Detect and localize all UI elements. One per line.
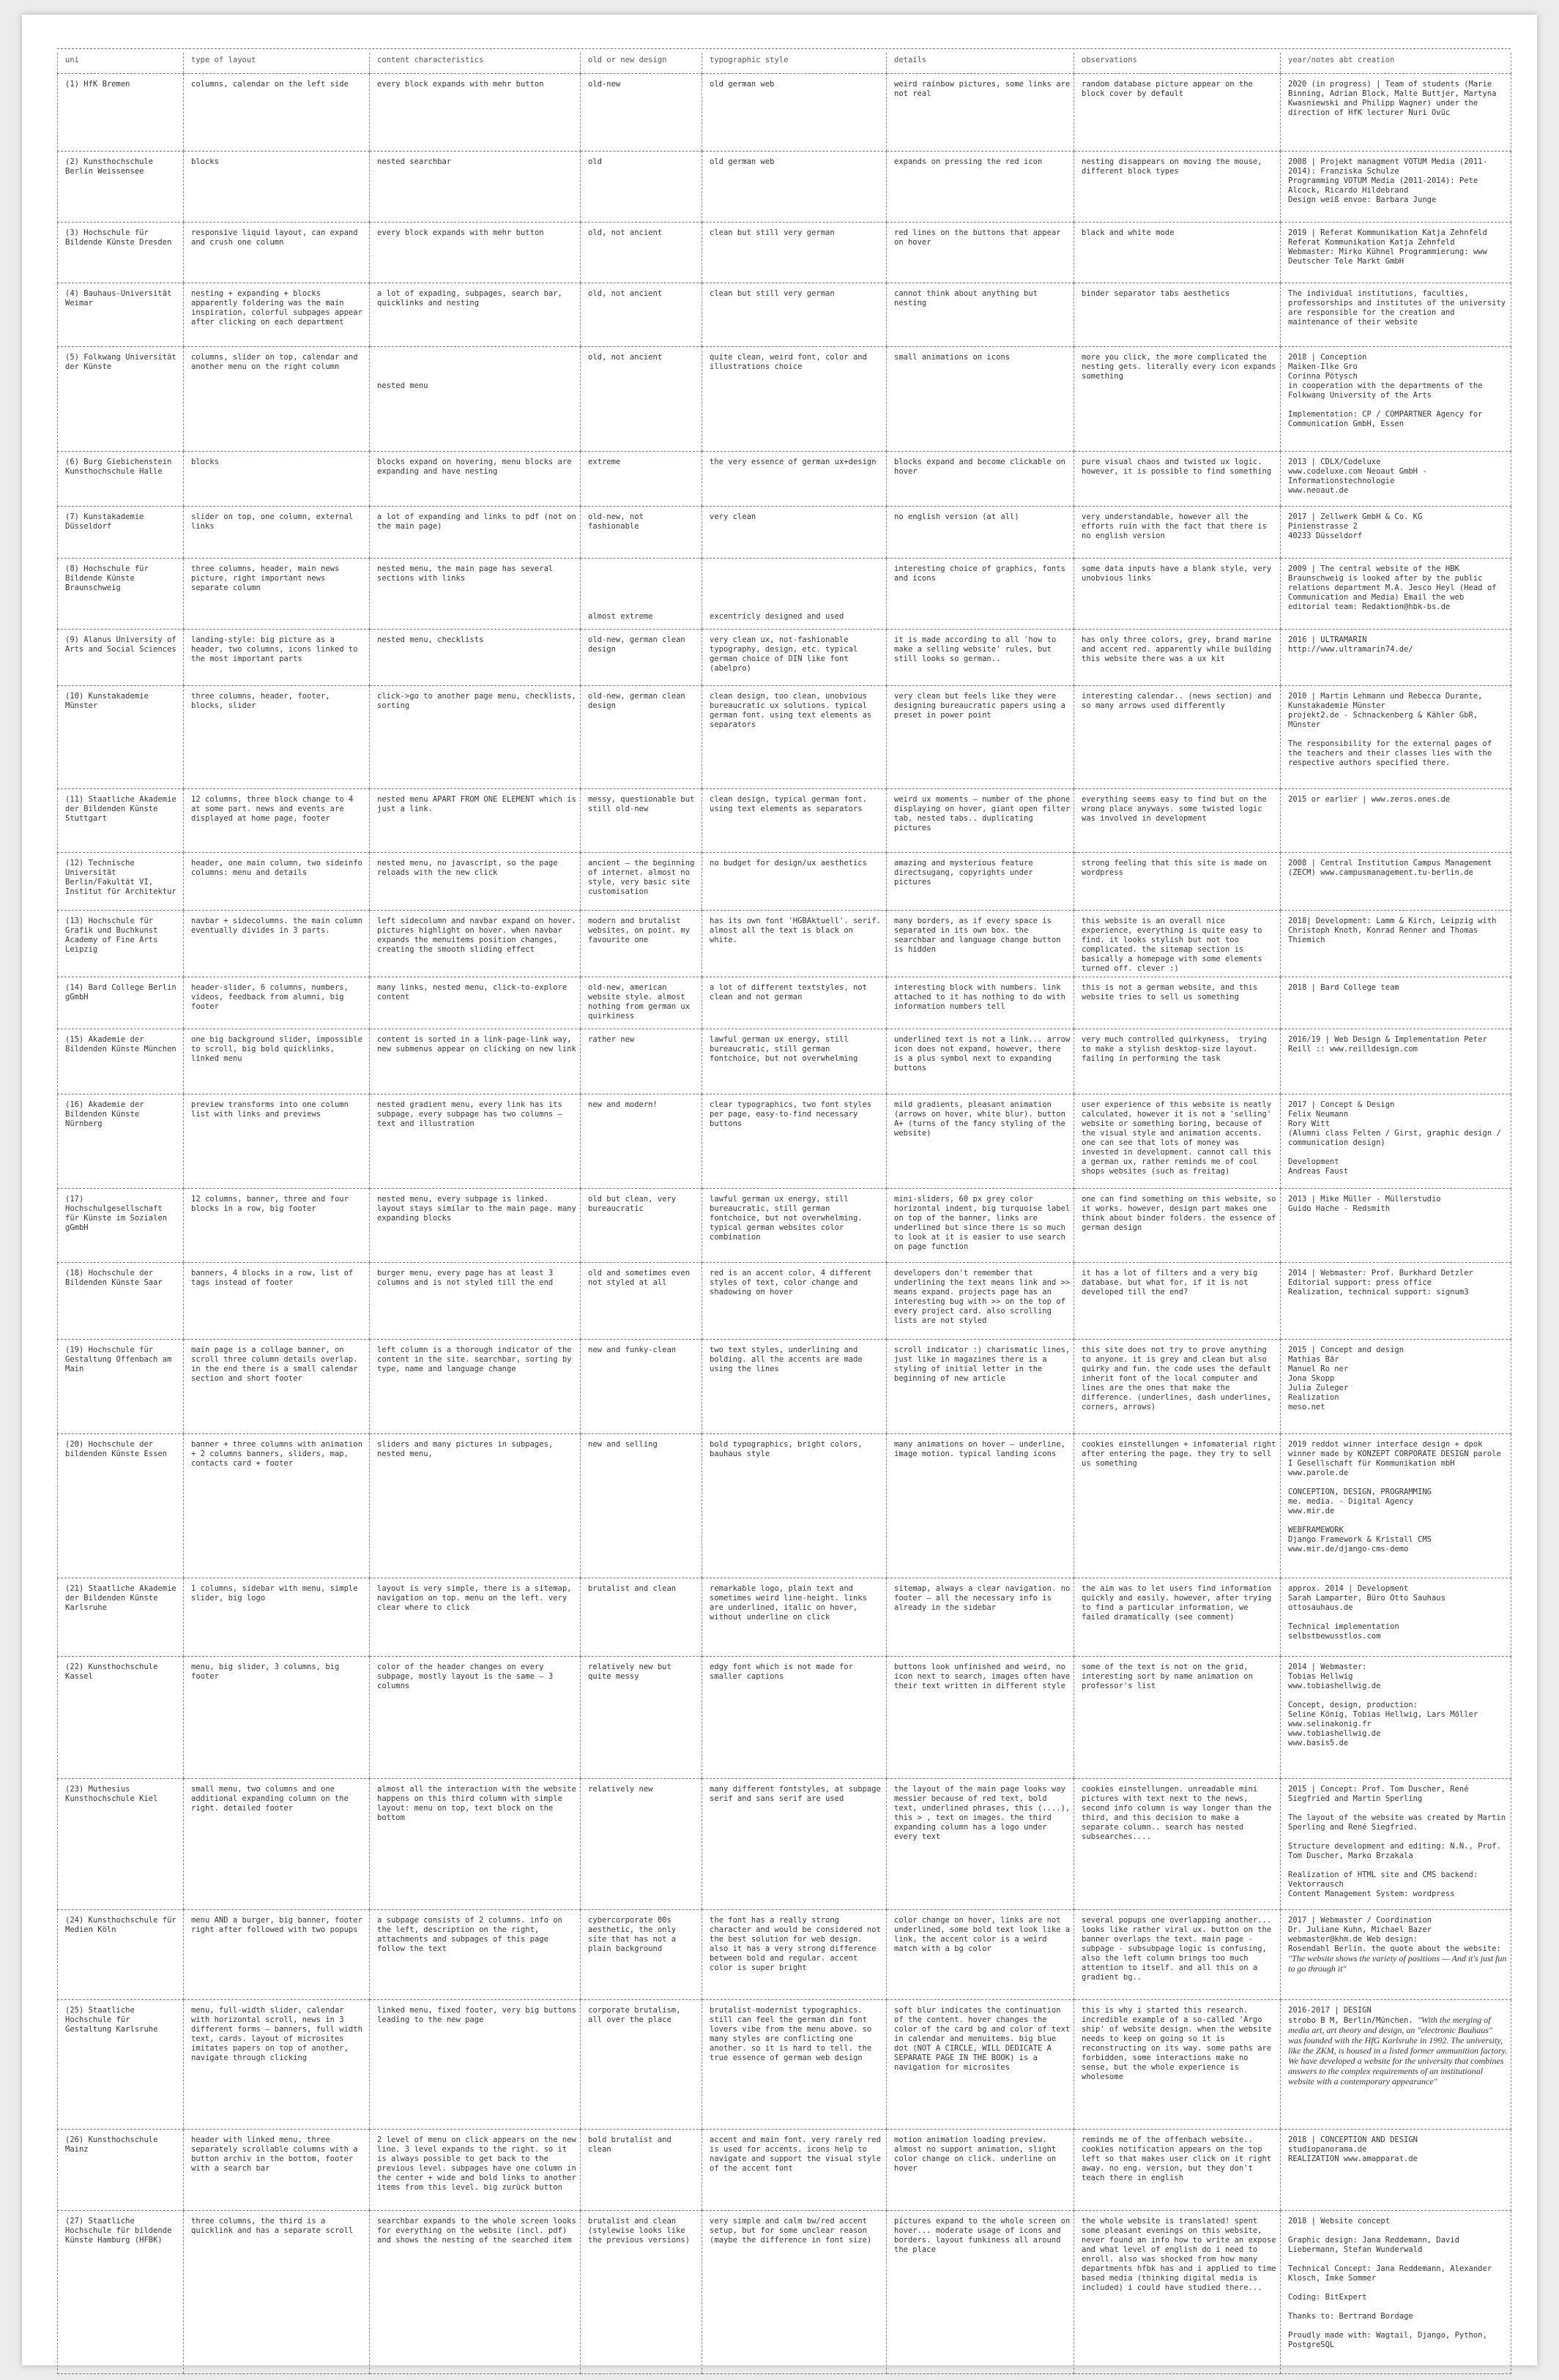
table-cell: (22) Kunsthochschule Kassel bbox=[58, 1657, 184, 1779]
table-cell: menu, big slider, 3 columns, big footer bbox=[184, 1657, 370, 1779]
table-cell: many links, nested menu, click-to-explore content bbox=[370, 977, 581, 1029]
table-cell: 2013 | Mike Müller - Müllerstudio Guido Hache - Redsmith bbox=[1281, 1189, 1511, 1263]
table-body bbox=[58, 74, 1511, 2374]
table-cell: color of the header changes on every subpage, mostly layout is the same — 3 columns bbox=[370, 1657, 581, 1779]
table-cell: clean but still very german bbox=[702, 223, 887, 283]
table-row bbox=[58, 283, 1511, 347]
table-cell: brutalist and clean bbox=[581, 1578, 702, 1657]
table-cell: 2008 | Central Institution Campus Management (ZECM) www.campusmanagement.tu-berlin.de bbox=[1281, 853, 1511, 911]
table-cell: nested menu, no javascript, so the page reloads with the new click bbox=[370, 853, 581, 911]
table-row bbox=[58, 2000, 1511, 2130]
table-cell: lawful german ux energy, still bureaucratic, still german fontchoice, but not overwhelming bbox=[702, 1029, 887, 1094]
table-cell: this is why i started this research. incredible example of a so-called 'Argo ship' of website design. when the website needs to keep on going so it is reconstructing on its way. some paths are forbidden, some interactions make no sense, but the whole experience is wholesome bbox=[1074, 2000, 1281, 2130]
table-cell: amazing and mysterious feature directsugang, copyrights under pictures bbox=[887, 853, 1074, 911]
table-cell: extreme bbox=[581, 452, 702, 507]
table-cell: menu AND a burger, big banner, footer right after followed with two popups bbox=[184, 1910, 370, 2000]
table-cell: header with linked menu, three separately scrollable columns with a button archiv in the bottom, footer with a search bar bbox=[184, 2130, 370, 2211]
table-cell: quite clean, weird font, color and illustrations choice bbox=[702, 347, 887, 452]
table-cell: weird ux moments — number of the phone displaying on hover, giant open filter tab, nested tabs.. duplicating pictures bbox=[887, 789, 1074, 853]
table-cell: has only three colors, grey, brand marine and accent red. apparently while building this website there was a ux kit bbox=[1074, 630, 1281, 686]
table-cell: layout is very simple, there is a sitemap, navigation on top. menu on the left. very clear where to click bbox=[370, 1578, 581, 1657]
table-cell: one can find something on this website, so it works. however, design part makes one think about binder folders. the essence of german design bbox=[1074, 1189, 1281, 1263]
table-cell: old-new, german clean design bbox=[581, 686, 702, 789]
table-cell: responsive liquid layout, can expand and crush one column bbox=[184, 223, 370, 283]
table-cell: (27) Staatliche Hochschule für bildende Künste Hamburg (HFBK) bbox=[58, 2211, 184, 2374]
table-cell: 2016 | ULTRAMARIN http://www.ultramarin74.de/ bbox=[1281, 630, 1511, 686]
table-cell: clear typographics, two font styles per page, easy-to-find necessary buttons bbox=[702, 1094, 887, 1189]
table-cell: clean but still very german bbox=[702, 283, 887, 347]
table-cell: header-slider, 6 columns, numbers, videos, feedback from alumni, big footer bbox=[184, 977, 370, 1029]
table-cell: (13) Hochschule für Grafik und Buchkunst Academy of Fine Arts Leipzig bbox=[58, 911, 184, 977]
table-cell: 2018| Development: Lamm & Kirch, Leipzig with Christoph Knoth, Konrad Renner and Thomas Thiemich bbox=[1281, 911, 1511, 977]
table-cell: burger menu, every page has at least 3 columns and is not styled till the end bbox=[370, 1263, 581, 1340]
table-cell: black and white mode bbox=[1074, 223, 1281, 283]
table-cell: linked menu, fixed footer, very big buttons leading to the new page bbox=[370, 2000, 581, 2130]
table-row bbox=[58, 1189, 1511, 1263]
table-cell: 2013 | CDLX/Codeluxe www.codeluxe.com Neoaut GmbH - Informationstechnologie www.neoaut.de bbox=[1281, 452, 1511, 507]
table-cell: ancient — the beginning of internet. almost no style, very basic site customisation bbox=[581, 853, 702, 911]
table-cell: this is not a german website, and this website tries to sell us something bbox=[1074, 977, 1281, 1029]
table-cell: excentricly designed and used bbox=[702, 559, 887, 630]
table-row bbox=[58, 911, 1511, 977]
table-cell: new and selling bbox=[581, 1434, 702, 1578]
table-cell: (3) Hochschule für Bildende Künste Dresden bbox=[58, 223, 184, 283]
table-cell: no english version (at all) bbox=[887, 507, 1074, 559]
quote-text: "The website shows the variety of positions — And it's just fun to go through it" bbox=[1288, 1953, 1509, 1974]
table-cell: cannot think about anything but nesting bbox=[887, 283, 1074, 347]
table-cell: nesting disappears on moving the mouse, different block types bbox=[1074, 152, 1281, 223]
table-cell: brutalist-modernist typographics. still can feel the german din font lovers vibe from the menu above. so many styles are conflicting one another. so it is hard to tell. the true essence of german web design bbox=[702, 2000, 887, 2130]
table-cell: (1) HfK Bremen bbox=[58, 74, 184, 152]
table-cell: 2018 | Conception Maiken-Ilke Gro Corinna Pötysch in cooperation with the departments of the Folkwang University of the Arts Implementation: CP / COMPARTNER Agency for Communication GmbH, Essen bbox=[1281, 347, 1511, 452]
table-cell: many animations on hover — underline, image motion. typical landing icons bbox=[887, 1434, 1074, 1578]
table-cell: new and modern! bbox=[581, 1094, 702, 1189]
comparison-table bbox=[57, 53, 1511, 2374]
table-row bbox=[58, 2211, 1511, 2374]
table-cell: left sidecolumn and navbar expand on hover. pictures highlight on hover. when navbar expands the menuitems position changes, creating the smooth sliding effect bbox=[370, 911, 581, 977]
table-row bbox=[58, 1094, 1511, 1189]
table-cell: searchbar expands to the whole screen looks for everything on the website (incl. pdf) and shows the nesting of the searched item bbox=[370, 2211, 581, 2374]
table-cell: (15) Akademie der Bildenden Künste München bbox=[58, 1029, 184, 1094]
table-row bbox=[58, 347, 1511, 452]
table-cell: navbar + sidecolumns. the main column eventually divides in 3 parts. bbox=[184, 911, 370, 977]
table-cell: approx. 2014 | Development Sarah Lamparter, Büro Otto Sauhaus ottosauhaus.de Technical implementation selbstbewusstlos.com bbox=[1281, 1578, 1511, 1657]
table-cell: red lines on the buttons that appear on hover bbox=[887, 223, 1074, 283]
table-cell: lawful german ux energy, still bureaucratic, still german fontchoice, but not overwhelming. typical german websites color combination bbox=[702, 1189, 887, 1263]
table-cell: nested searchbar bbox=[370, 152, 581, 223]
table-cell: columns, calendar on the left side bbox=[184, 74, 370, 152]
table-cell: blocks expand and become clickable on hover bbox=[887, 452, 1074, 507]
table-row bbox=[58, 74, 1511, 152]
table-cell: sliders and many pictures in subpages, nested menu, bbox=[370, 1434, 581, 1578]
table-cell: 12 columns, three block change to 4 at some part. news and events are displayed at home page, footer bbox=[184, 789, 370, 853]
table-row bbox=[58, 1434, 1511, 1578]
table-cell: red is an accent color, 4 different styles of text, color change and shadowing on hover bbox=[702, 1263, 887, 1340]
table-cell: (24) Kunsthochschule für Medien Köln bbox=[58, 1910, 184, 2000]
table-row bbox=[58, 977, 1511, 1029]
table-cell: bold typographics, bright colors, bauhaus style bbox=[702, 1434, 887, 1578]
table-row bbox=[58, 853, 1511, 911]
table-cell: (20) Hochschule der bildenden Künste Essen bbox=[58, 1434, 184, 1578]
col-header: old or new design bbox=[581, 53, 702, 74]
table-cell: very much controlled quirkyness, trying to make a stylish desktop-size layout. failing in performing the task bbox=[1074, 1029, 1281, 1094]
table-row bbox=[58, 789, 1511, 853]
table-cell: 2 level of menu on click appears on the new line. 3 level expands to the right. so it is always possible to get back to the previous level. subpages have one column in the center + wide and bold links to another items from this level. big zurück button bbox=[370, 2130, 581, 2211]
table-cell: 2014 | Webmaster: Tobias Hellwig www.tobiashellwig.de Concept, design, production: Seline König, Tobias Hellwig, Lars Möller www.selinakonig.fr www.tobiashellwig.de www.basis5.de bbox=[1281, 1657, 1511, 1779]
col-header: observations bbox=[1074, 53, 1281, 74]
document-sheet bbox=[22, 15, 1537, 2365]
table-cell: 2018 | Bard College team bbox=[1281, 977, 1511, 1029]
table-cell: old-new, not fashionable bbox=[581, 507, 702, 559]
table-cell: (26) Kunsthochschule Mainz bbox=[58, 2130, 184, 2211]
table-cell: (7) Kunstakademie Düsseldorf bbox=[58, 507, 184, 559]
table-cell: nested menu APART FROM ONE ELEMENT which is just a link. bbox=[370, 789, 581, 853]
table-cell: (9) Alanus University of Arts and Social Sciences bbox=[58, 630, 184, 686]
table-row bbox=[58, 559, 1511, 630]
table-cell: menu, full-width slider, calendar with horizontal scroll, news in 3 different forms — banners, full width text, cards. layout of microsites imitates papers on top of another, navigate through clicking bbox=[184, 2000, 370, 2130]
cell-text: 2016-2017 | DESIGN strobo B M, Berlin/München. bbox=[1288, 2006, 1413, 2025]
table-cell: slider on top, one column, external links bbox=[184, 507, 370, 559]
table-cell: every block expands with mehr button bbox=[370, 223, 581, 283]
table-cell: small menu, two columns and one additional expanding column on the right. detailed footer bbox=[184, 1779, 370, 1910]
table-cell: 2014 | Webmaster: Prof. Burkhard Detzler Editorial support: press office Realization, technical support: signum3 bbox=[1281, 1263, 1511, 1340]
table-cell: a lot of expading, subpages, search bar, quicklinks and nesting bbox=[370, 283, 581, 347]
table-cell: soft blur indicates the continuation of the content. hover changes the color of the card bg and color of text in calendar and menuitems. big blue dot (NOT A CIRCLE, WILL DEDICATE A SEPARATE PAGE IN THE BOOK) is a navigation for microsites bbox=[887, 2000, 1074, 2130]
table-cell: (6) Burg Giebichenstein Kunsthochschule Halle bbox=[58, 452, 184, 507]
col-header: details bbox=[887, 53, 1074, 74]
table-cell: old and sometimes even not styled at all bbox=[581, 1263, 702, 1340]
table-cell: motion animation loading preview. almost no support animation, slight color change on click. underline on hover bbox=[887, 2130, 1074, 2211]
table-row bbox=[58, 686, 1511, 789]
table-cell: bold brutalist and clean bbox=[581, 2130, 702, 2211]
table-cell: nested gradient menu, every link has its subpage, every subpage has two columns — text and illustration bbox=[370, 1094, 581, 1189]
table-cell bbox=[1281, 2000, 1511, 2130]
table-cell: 2017 | Concept & Design Felix Neumann Rory Witt (Alumni class Felten / Girst, graphic design / communication design) Development Andreas Faust bbox=[1281, 1094, 1511, 1189]
table-row bbox=[58, 1910, 1511, 2000]
table-cell: color change on hover, links are not underlined, some bold text look like a link, the accent color is a weird match with a bg color bbox=[887, 1910, 1074, 2000]
table-cell: brutalist and clean (stylewise looks like the previous versions) bbox=[581, 2211, 702, 2374]
table-cell: 1 columns, sidebar with menu, simple slider, big logo bbox=[184, 1578, 370, 1657]
table-cell: mini-sliders, 60 px grey color horizontal indent, big turquoise label on top of the banner, links are underlined but since there is so much to look at it is easier to use search on page function bbox=[887, 1189, 1074, 1263]
table-cell: 2019 reddot winner interface design + dpok winner made by KONZEPT CORPORATE DESIGN parole I Gesellschaft für Kommunikation mbH www.parole.de CONCEPTION, DESIGN, PROGRAMMING me. media. - Digital Agency www.mir.de WEBFRAMEWORK Django Framework & Kristall CMS www.mir.de/django-cms-demo bbox=[1281, 1434, 1511, 1578]
table-cell: banner + three columns with animation + 2 columns banners, sliders, map, contacts card + footer bbox=[184, 1434, 370, 1578]
table-cell: very understandable, however all the efforts ruin with the fact that there is no english version bbox=[1074, 507, 1281, 559]
table-cell: (4) Bauhaus-Universität Weimar bbox=[58, 283, 184, 347]
table-cell: 2018 | CONCEPTION AND DESIGN studiopanorama.de REALIZATION www.amapparat.de bbox=[1281, 2130, 1511, 2211]
table-cell: 2020 (in progress) | Team of students (Marie Binning, Adrian Block, Malte Buttjer, Martyna Kwasniewski and Philipp Wagner) under the direction of HfK lecturer Nuri Ovüc bbox=[1281, 74, 1511, 152]
table-cell: old german web bbox=[702, 74, 887, 152]
table-cell: left column is a thorough indicator of the content in the site. searchbar, sorting by type, name and language change bbox=[370, 1340, 581, 1434]
header-row bbox=[58, 53, 1511, 74]
table-cell: clean design, too clean, unobvious bureaucratic ux solutions. typical german font. using text elements as separators bbox=[702, 686, 887, 789]
table-cell: (16) Akademie der Bildenden Künste Nürnberg bbox=[58, 1094, 184, 1189]
table-cell: old-new, german clean design bbox=[581, 630, 702, 686]
table-cell: developers don't remember that underlining the text means link and >> means expand. projects page has an interesting bug with >> on the top of every project card. also scrolling lists are not styled bbox=[887, 1263, 1074, 1340]
table-cell: small animations on icons bbox=[887, 347, 1074, 452]
table-cell: 2015 | Concept: Prof. Tom Duscher, René Siegfried and Martin Sperling The layout of the website was created by Martin Sperling and René Siegfried. Structure development and editing: N.N., Prof. Tom Duscher, Marko Brzakala Realization of HTML site and CMS backend: Vektorrausch Content Management System: wordpress bbox=[1281, 1779, 1511, 1910]
table-cell: 2017 | Zellwerk GmbH & Co. KG Pinienstrasse 2 40233 Düsseldorf bbox=[1281, 507, 1511, 559]
table-cell: expands on pressing the red icon bbox=[887, 152, 1074, 223]
table-cell: very clean ux, not-fashionable typography, design, etc. typical german choice of DIN like font (abelpro) bbox=[702, 630, 887, 686]
col-header: type of layout bbox=[184, 53, 370, 74]
table-cell: every block expands with mehr button bbox=[370, 74, 581, 152]
table-cell: (19) Hochschule für Gestaltung Offenbach am Main bbox=[58, 1340, 184, 1434]
table-cell: (5) Folkwang Universität der Künste bbox=[58, 347, 184, 452]
table-cell: (18) Hochschule der Bildenden Künste Saar bbox=[58, 1263, 184, 1340]
table-cell: it has a lot of filters and a very big database. but what for, if it is not developed till the end? bbox=[1074, 1263, 1281, 1340]
table-cell: relatively new but quite messy bbox=[581, 1657, 702, 1779]
table-cell: user experience of this website is neatly calculated, however it is not a 'selling' website or something boring, because of the visual style and animation accents. one can see that lots of money was invested in development. cannot call this a german ux, rather reminds me of cool shops websites (such as freitag) bbox=[1074, 1094, 1281, 1189]
table-cell: main page is a collage banner, on scroll three column details overlap. in the end there is a small calendar section and short footer bbox=[184, 1340, 370, 1434]
table-cell: the aim was to let users find information quickly and easily. however, after trying to find a particular information, we failed dramatically (see comment) bbox=[1074, 1578, 1281, 1657]
table-cell: (2) Kunsthochschule Berlin Weissensee bbox=[58, 152, 184, 223]
table-cell: very clean but feels like they were designing bureaucratic papers using a preset in power point bbox=[887, 686, 1074, 789]
table-cell: buttons look unfinished and weird, no icon next to search, images often have their text written in different style bbox=[887, 1657, 1074, 1779]
table-row bbox=[58, 452, 1511, 507]
table-cell: nesting + expanding + blocks apparently foldering was the main inspiration, colorful subpages appear after clicking on each department bbox=[184, 283, 370, 347]
table-cell: old german web bbox=[702, 152, 887, 223]
table-cell: almost extreme bbox=[581, 559, 702, 630]
table-cell: very clean bbox=[702, 507, 887, 559]
table-cell: several popups one overlapping another... looks like rather viral ux. button on the banner overlaps the text. main page - subpage - subsubpage logic is confusing, also the left column brings too much attention to itself. and all this on a gradient bg.. bbox=[1074, 1910, 1281, 2000]
table-cell: old-new bbox=[581, 74, 702, 152]
table-row bbox=[58, 223, 1511, 283]
table-cell: reminds me of the offenbach website.. cookies notification appears on the top left so that makes user click on it right away. no eng. version, but they don't teach there in english bbox=[1074, 2130, 1281, 2211]
table-cell: cybercorporate 00s aesthetic, the only site that has not a plain background bbox=[581, 1910, 702, 2000]
table-cell: three columns, header, footer, blocks, slider bbox=[184, 686, 370, 789]
table-cell: modern and brutalist websites, on point. my favourite one bbox=[581, 911, 702, 977]
table-cell: 2015 | Concept and design Mathias Bär Manuel Ro ner Jona Skopp Julia Zuleger Realization meso.net bbox=[1281, 1340, 1511, 1434]
table-cell: 2018 | Website concept Graphic design: Jana Reddemann, David Liebermann, Stefan Wunderwald Technical Concept: Jana Reddemann, Alexander Klosch, Imke Sommer Coding: BitExpert Thanks to: Bertrand Bordage Proudly made with: Wagtail, Django, Python, PostgreSQL bbox=[1281, 2211, 1511, 2374]
table-cell: messy, questionable but still old-new bbox=[581, 789, 702, 853]
table-cell: old-new, american website style. almost nothing from german ux quirkiness bbox=[581, 977, 702, 1029]
table-cell: the layout of the main page looks way messier because of red text, bold text, underlined phrases, this (....), this > , text on images. the third expanding column has a logo under every text bbox=[887, 1779, 1074, 1910]
table-cell: many different fontstyles, at subpage serif and sans serif are used bbox=[702, 1779, 887, 1910]
table-cell: has its own font 'HGBAktuell'. serif. almost all the text is black on white. bbox=[702, 911, 887, 977]
table-cell: mild gradients, pleasant animation (arrows on hover, white blur). button A+ (turns of the fancy styling of the website) bbox=[887, 1094, 1074, 1189]
table-cell: relatively new bbox=[581, 1779, 702, 1910]
table-cell: a lot of expanding and links to pdf (not on the main page) bbox=[370, 507, 581, 559]
table-cell: nested menu, every subpage is linked. layout stays similar to the main page. many expanding blocks bbox=[370, 1189, 581, 1263]
table-cell: landing-style: big picture as a header, two columns, icons linked to the most important parts bbox=[184, 630, 370, 686]
table-cell: content is sorted in a link-page-link way, new submenus appear on clicking on new link bbox=[370, 1029, 581, 1094]
table-cell: three columns, header, main news picture, right important news separate column bbox=[184, 559, 370, 630]
table-cell: underlined text is not a link... arrow icon does not expand, however, there is a plus symbol next to expanding buttons bbox=[887, 1029, 1074, 1094]
table-cell bbox=[1281, 1910, 1511, 2000]
table-cell: The individual institutions, faculties, professorships and institutes of the university are responsible for the creation and maintenance of their website bbox=[1281, 283, 1511, 347]
table-cell: some of the text is not on the grid, interesting sort by name animation on professor's list bbox=[1074, 1657, 1281, 1779]
table-cell: corporate brutalism, all over the place bbox=[581, 2000, 702, 2130]
table-row bbox=[58, 1029, 1511, 1094]
table-row bbox=[58, 1263, 1511, 1340]
table-cell: interesting block with numbers. link attached to it has nothing to do with information numbers tell bbox=[887, 977, 1074, 1029]
table-cell: many borders, as if every space is separated in its own box. the searchbar and language change button is hidden bbox=[887, 911, 1074, 977]
table-cell: old, not ancient bbox=[581, 223, 702, 283]
table-cell: (21) Staatliche Akademie der Bildenden Künste Karlsruhe bbox=[58, 1578, 184, 1657]
table-cell: interesting choice of graphics, fonts and icons bbox=[887, 559, 1074, 630]
table-cell: accent and main font. very rarely red is used for accents. icons help to navigate and support the visual style of the accent font bbox=[702, 2130, 887, 2211]
table-cell: some data inputs have a blank style, very unobvious links bbox=[1074, 559, 1281, 630]
top-rule bbox=[57, 48, 1511, 49]
table-cell: it is made according to all 'how to make a selling website' rules, but still looks so german.. bbox=[887, 630, 1074, 686]
table-cell: 2016/19 | Web Design & Implementation Peter Reill :: www.reilldesign.com bbox=[1281, 1029, 1511, 1094]
table-cell: blocks bbox=[184, 452, 370, 507]
table-cell: columns, slider on top, calendar and another menu on the right column bbox=[184, 347, 370, 452]
table-cell: almost all the interaction with the website happens on this third column with simple layout: menu on top, text block on the bottom bbox=[370, 1779, 581, 1910]
table-cell: (8) Hochschule für Bildende Künste Braunschweig bbox=[58, 559, 184, 630]
table-cell: binder separator tabs aesthetics bbox=[1074, 283, 1281, 347]
table-cell: the whole website is translated! spent some pleasant evenings on this website, never found an info how to write an expose and what level of english do i need to enroll. also was shocked from how many departments hfbk has and i applied to time based media (thinking digital media is included) i could have studied there... bbox=[1074, 2211, 1281, 2374]
table-cell: new and funky-clean bbox=[581, 1340, 702, 1434]
table-cell: everything seems easy to find but on the wrong place anyways. some twisted logic was involved in development bbox=[1074, 789, 1281, 853]
table-cell: no budget for design/ux aesthetics bbox=[702, 853, 887, 911]
table-cell: the font has a really strong character and would be considered not the best solution for web design. also it has a very strong difference between bold and regular. accent color is super bright bbox=[702, 1910, 887, 2000]
table-row bbox=[58, 1657, 1511, 1779]
table-row bbox=[58, 630, 1511, 686]
table-cell: 2008 | Projekt managment VOTUM Media (2011-2014): Franziska Schulze Programming VOTUM Media (2011-2014): Pete Alcock, Ricardo Hildebrand Design weiß envoe: Barbara Junge bbox=[1281, 152, 1511, 223]
table-row bbox=[58, 1340, 1511, 1434]
table-cell: three columns, the third is a quicklink and has a separate scroll bbox=[184, 2211, 370, 2374]
table-cell: (25) Staatliche Hochschule für Gestaltung Karlsruhe bbox=[58, 2000, 184, 2130]
table-row bbox=[58, 1779, 1511, 1910]
table-row bbox=[58, 152, 1511, 223]
table-cell: 2019 | Referat Kommunikation Katja Zehnfeld Referat Kommunikation Katja Zehnfeld Webmaster: Mirko Kühnel Programmierung: www Deutscher Tele Markt GmbH bbox=[1281, 223, 1511, 283]
table-cell: nested menu bbox=[370, 347, 581, 452]
col-header: uni bbox=[58, 53, 184, 74]
table-cell: strong feeling that this site is made on wordpress bbox=[1074, 853, 1281, 911]
table-cell: sitemap, always a clear navigation. no footer — all the necessary info is already in the sidebar bbox=[887, 1578, 1074, 1657]
table-cell: this website is an overall nice experience, everything is quite easy to find. it looks stylish but not too complicated. the sitemap section is basically a homepage with some elements turned off. clever :) bbox=[1074, 911, 1281, 977]
table-cell: old but clean, very bureaucratic bbox=[581, 1189, 702, 1263]
table-cell: pictures expand to the whole screen on hover... moderate usage of icons and borders. layout funkiness all around the place bbox=[887, 2211, 1074, 2374]
table-cell: a subpage consists of 2 columns. info on the left, description on the right, attachments and subpages of this page follow the text bbox=[370, 1910, 581, 2000]
table-cell: (23) Muthesius Kunsthochschule Kiel bbox=[58, 1779, 184, 1910]
table-cell: (10) Kunstakademie Münster bbox=[58, 686, 184, 789]
table-cell: (14) Bard College Berlin gGmbH bbox=[58, 977, 184, 1029]
table-cell: pure visual chaos and twisted ux logic. however, it is possible to find something bbox=[1074, 452, 1281, 507]
table-cell: 2015 or earlier | www.zeros.ones.de bbox=[1281, 789, 1511, 853]
table-cell: click->go to another page menu, checklists, sorting bbox=[370, 686, 581, 789]
table-cell: this site does not try to prove anything to anyone. it is grey and clean but also quirky and fun. the code uses the default inherit font of the local computer and lines are the ones that make the difference. (underlines, dash underlines, corners, arrows) bbox=[1074, 1340, 1281, 1434]
table-cell: blocks bbox=[184, 152, 370, 223]
table-cell: (11) Staatliche Akademie der Bildenden Künste Stuttgart bbox=[58, 789, 184, 853]
table-cell: nested menu, checklists bbox=[370, 630, 581, 686]
table-cell: a lot of different textstyles, not clean and not german bbox=[702, 977, 887, 1029]
table-cell: cookies einstellungen. unreadable mini pictures with text next to the news, second info column is way longer than the third, and this decision to make a separate column.. search has nested subsearches.... bbox=[1074, 1779, 1281, 1910]
table-cell: preview transforms into one column list with links and previews bbox=[184, 1094, 370, 1189]
table-cell: two text styles, underlining and bolding. all the accents are made using the lines bbox=[702, 1340, 887, 1434]
table-cell: scroll indicator :) charismatic lines, just like in magazines there is a styling of initial letter in the beginning of new article bbox=[887, 1340, 1074, 1434]
table-cell: header, one main column, two sideinfo columns: menu and details bbox=[184, 853, 370, 911]
col-header: typographic style bbox=[702, 53, 887, 74]
table-cell: one big background slider, impossible to scroll, big bold quicklinks, linked menu bbox=[184, 1029, 370, 1094]
table-cell: 2009 | The central website of the HBK Braunschweig is looked after by the public relations department M.A. Jesco Heyl (Head of Communication and Media) Email the web editorial team: Redaktion@hbk-bs.de bbox=[1281, 559, 1511, 630]
table-cell: weird rainbow pictures, some links are not real bbox=[887, 74, 1074, 152]
table-cell: random database picture appear on the block cover by default bbox=[1074, 74, 1281, 152]
table-cell: clean design, typical german font. using text elements as separators bbox=[702, 789, 887, 853]
quote-text: "With the merging of media art, art theory and design, an "electronic Bauhaus" was founded with the HfG Karlsruhe in 1992. The university, like the ZKM, is housed in a listed former ammunition factory. We have developed a website for the university that combines answers to the complex requirements of an institutional website with a contemporary appearance" bbox=[1288, 2015, 1510, 2086]
table-cell: more you click, the more complicated the nesting gets. literally every icon expands something bbox=[1074, 347, 1281, 452]
table-cell: edgy font which is not made for smaller captions bbox=[702, 1657, 887, 1779]
table-cell: very simple and calm bw/red accent setup, but for some unclear reason (maybe the difference in font size) bbox=[702, 2211, 887, 2374]
table-cell: old bbox=[581, 152, 702, 223]
cell-text: 2017 | Webmaster / Coordination Dr. Juliane Kuhn, Michael Bazer webmaster@khm.de Web design: Rosendahl Berlin. the quote about the website: bbox=[1288, 1916, 1501, 1953]
table-cell: 2010 | Martin Lehmann und Rebecca Durante, Kunstakademie Münster projekt2.de - Schnackenberg & Kähler GbR, Münster The responsibility for the external pages of the teachers and their classes lies with the respective authors specified there. bbox=[1281, 686, 1511, 789]
col-header: year/notes abt creation bbox=[1281, 53, 1511, 74]
table-cell: blocks expand on hovering, menu blocks are expanding and have nesting bbox=[370, 452, 581, 507]
table-cell: (12) Technische Universität Berlin/Fakultät VI, Institut für Architektur bbox=[58, 853, 184, 911]
table-cell: 12 columns, banner, three and four blocks in a row, big footer bbox=[184, 1189, 370, 1263]
table-cell: banners, 4 blocks in a row, list of tags instead of footer bbox=[184, 1263, 370, 1340]
table-cell: old, not ancient bbox=[581, 347, 702, 452]
table-cell: rather new bbox=[581, 1029, 702, 1094]
table-cell: interesting calendar.. (news section) and so many arrows used differently bbox=[1074, 686, 1281, 789]
table-row bbox=[58, 2130, 1511, 2211]
table-cell: (17) Hochschulgesellschaft für Künste im Sozialen gGmbH bbox=[58, 1189, 184, 1263]
table-cell: cookies einstellungen + infomaterial right after entering the page. they try to sell us something bbox=[1074, 1434, 1281, 1578]
col-header: content characteristics bbox=[370, 53, 581, 74]
table-cell: old, not ancient bbox=[581, 283, 702, 347]
table-row bbox=[58, 1578, 1511, 1657]
table-row bbox=[58, 507, 1511, 559]
table-cell: remarkable logo, plain text and sometimes weird line-height. links are underlined, italic on hover, without underline on click bbox=[702, 1578, 887, 1657]
table-cell: the very essence of german ux+design bbox=[702, 452, 887, 507]
table-cell: nested menu, the main page has several sections with links bbox=[370, 559, 581, 630]
